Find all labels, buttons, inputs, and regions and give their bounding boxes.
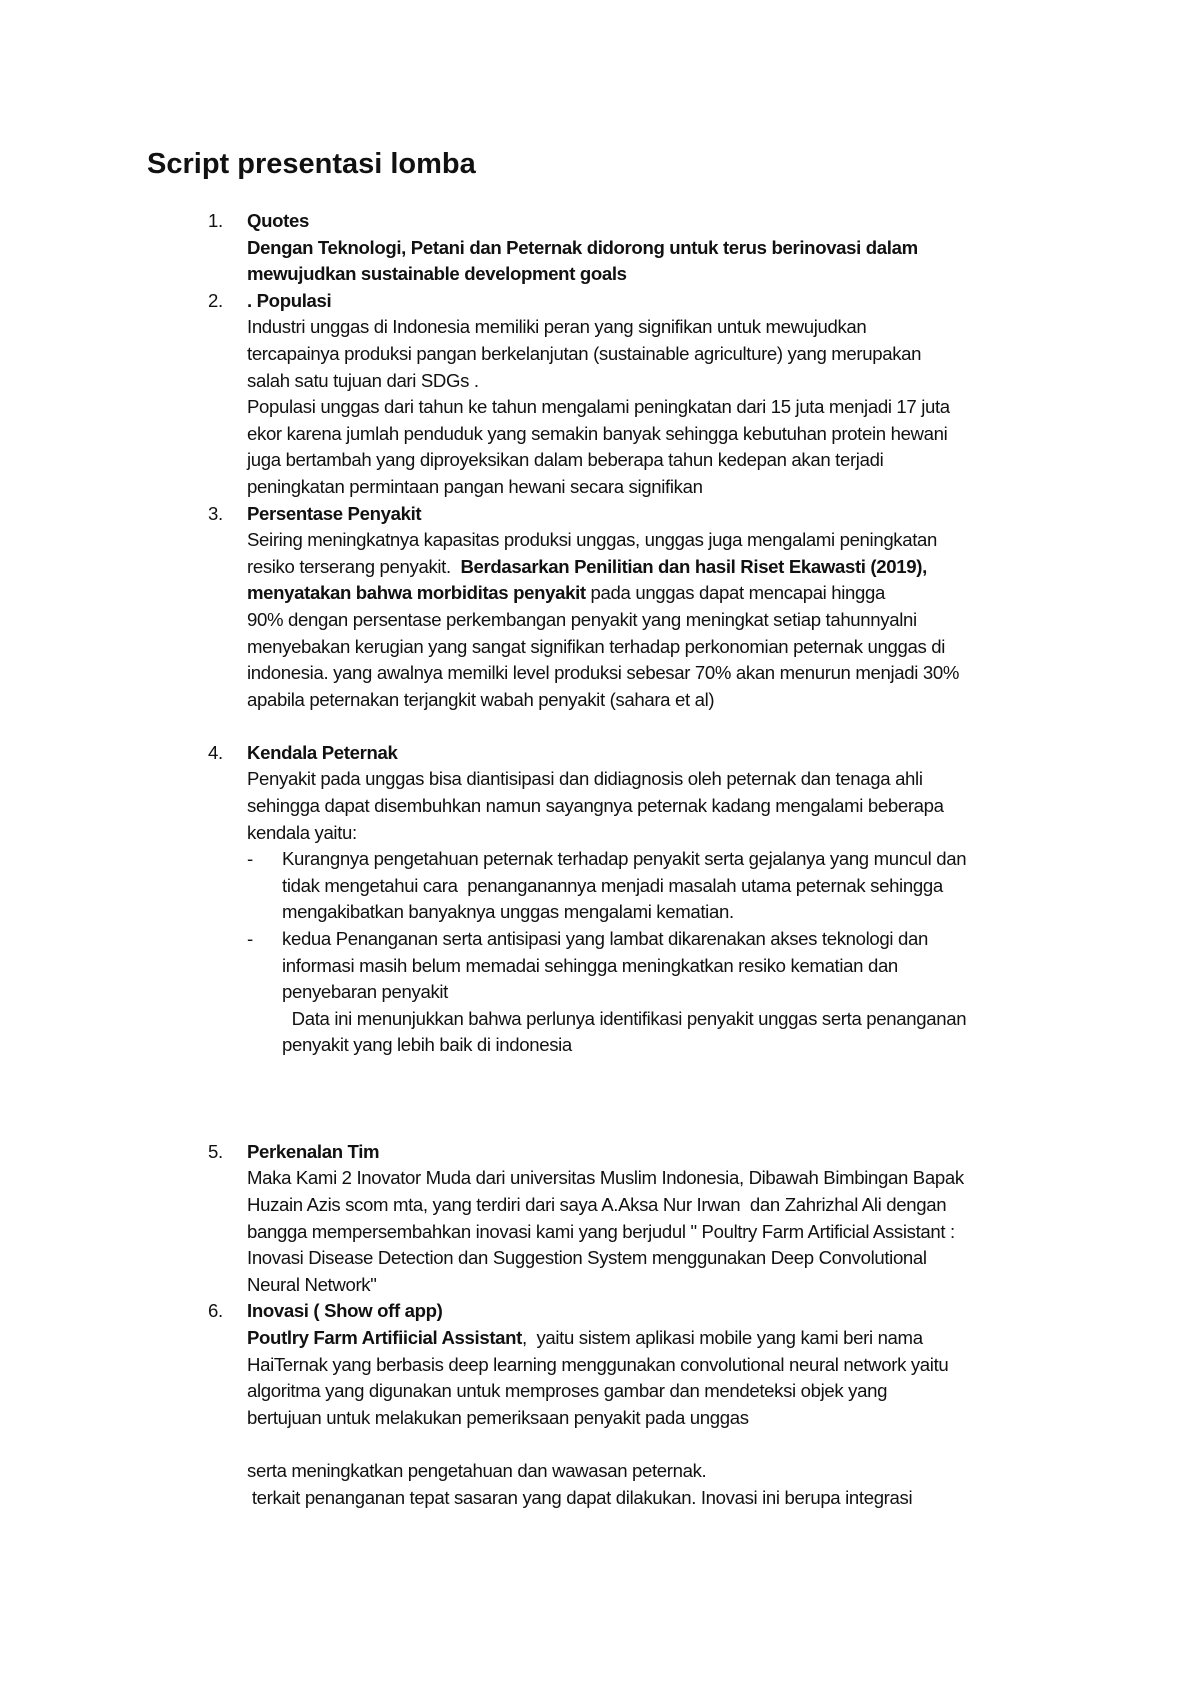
section-heading: Perkenalan Tim	[247, 1140, 380, 1162]
section-number: 4.	[208, 741, 223, 763]
paragraph-line	[247, 1325, 1067, 1352]
bullet-line: Data ini menunjukkan bahwa perlunya identifikasi penyakit unggas serta penanganan	[282, 1007, 967, 1029]
plain-text: , yaitu sistem aplikasi mobile yang kami beri nama	[522, 1326, 923, 1348]
plain-text: pada unggas dapat mencapai hingga	[585, 582, 886, 604]
bullet-line: penyakit yang lebih baik di indonesia	[282, 1034, 572, 1056]
section-inovasi	[0, 1298, 1067, 1511]
paragraph-line: bangga mempersembahkan inovasi kami yang berjudul " Poultry Farm Artificial Assistant :	[247, 1220, 955, 1242]
quote-line: Dengan Teknologi, Petani dan Peternak didorong untuk terus berinovasi dalam	[247, 236, 918, 258]
bullet-line: tidak mengetahui cara penanganannya menjadi masalah utama peternak sehingga	[282, 874, 943, 896]
paragraph-line: juga bertambah yang diproyeksikan dalam beberapa tahun kedepan akan terjadi	[247, 449, 884, 471]
paragraph-line: apabila peternakan terjangkit wabah penyakit (sahara et al)	[247, 688, 715, 710]
bullet-line: Kurangnya pengetahuan peternak terhadap penyakit serta gejalanya yang muncul dan	[282, 848, 967, 870]
paragraph-line: serta meningkatkan pengetahuan dan wawasan peternak.	[247, 1459, 707, 1481]
paragraph-line: HaiTernak yang berbasis deep learning menggunakan convolutional neural network yaitu	[247, 1353, 949, 1375]
paragraph-line: Penyakit pada unggas bisa diantisipasi dan didiagnosis oleh peternak dan tenaga ahli	[247, 768, 923, 790]
dash-list-item	[247, 846, 1067, 926]
quote-line: mewujudkan sustainable development goals	[247, 263, 627, 285]
paragraph-line: indonesia. yang awalnya memilki level produksi sebesar 70% akan menurun menjadi 30%	[247, 662, 960, 684]
paragraph-line: kendala yaitu:	[247, 821, 357, 843]
paragraph-line	[247, 554, 1067, 581]
section-persentase-penyakit	[0, 501, 1067, 714]
section-heading: . Populasi	[247, 289, 332, 311]
dash-bullet: -	[247, 848, 253, 870]
paragraph-line: tercapainya produksi pangan berkelanjutan (sustainable agriculture) yang merupakan	[247, 342, 922, 364]
paragraph-line: Huzain Azis scom mta, yang terdiri dari saya A.Aksa Nur Irwan dan Zahrizhal Ali dengan	[247, 1193, 947, 1215]
section-number: 1.	[208, 210, 223, 231]
section-number: 3.	[208, 502, 223, 524]
paragraph-line: Industri unggas di Indonesia memiliki peran yang signifikan untuk mewujudkan	[247, 316, 867, 338]
paragraph-line: terkait penanganan tepat sasaran yang dapat dilakukan. Inovasi ini berupa integrasi	[247, 1486, 913, 1508]
blank-line	[247, 1431, 1067, 1458]
section-number: 5.	[208, 1140, 223, 1162]
section-heading: Inovasi ( Show off app)	[247, 1300, 443, 1322]
section-quotes	[0, 208, 1067, 288]
paragraph-line: Neural Network"	[247, 1273, 377, 1295]
section-kendala-peternak	[0, 740, 1067, 1059]
paragraph-line: sehingga dapat disembuhkan namun sayangnya peternak kadang mengalami beberapa	[247, 795, 944, 817]
paragraph-line: 90% dengan persentase perkembangan penyakit yang meningkat setiap tahunnyalni	[247, 608, 917, 630]
blank-lines	[0, 1059, 1200, 1139]
paragraph-line: salah satu tujuan dari SDGs .	[247, 369, 479, 391]
section-populasi	[0, 288, 1067, 501]
paragraph-line: Seiring meningkatnya kapasitas produksi unggas, unggas juga mengalami peningkatan	[247, 529, 938, 551]
paragraph-line: peningkatan permintaan pangan hewani secara signifikan	[247, 475, 703, 497]
bullet-line: penyebaran penyakit	[282, 981, 448, 1003]
section-heading: Persentase Penyakit	[247, 502, 422, 524]
plain-text: resiko terserang penyakit.	[247, 555, 461, 577]
blank-line	[0, 713, 1200, 740]
paragraph-line: algoritma yang digunakan untuk memproses gambar dan mendeteksi objek yang	[247, 1380, 888, 1402]
paragraph-line: bertujuan untuk melakukan pemeriksaan penyakit pada unggas	[247, 1406, 749, 1428]
bold-text: Berdasarkan Penilitian dan hasil Riset Ekawasti (2019),	[460, 555, 927, 577]
paragraph-line: Maka Kami 2 Inovator Muda dari universitas Muslim Indonesia, Dibawah Bimbingan Bapak	[247, 1167, 964, 1189]
paragraph-line: Inovasi Disease Detection dan Suggestion System menggunakan Deep Convolutional	[247, 1247, 927, 1269]
section-perkenalan-tim	[0, 1139, 1067, 1299]
paragraph-line: Populasi unggas dari tahun ke tahun mengalami peningkatan dari 15 juta menjadi 17 juta	[247, 396, 950, 418]
script-list	[0, 208, 1200, 1511]
bold-text: menyatakan bahwa morbiditas penyakit	[247, 582, 586, 604]
section-number: 2.	[208, 289, 223, 311]
bullet-line: kedua Penanganan serta antisipasi yang lambat dikarenakan akses teknologi dan	[282, 928, 928, 950]
section-heading: Kendala Peternak	[247, 741, 398, 763]
bullet-line: mengakibatkan banyaknya unggas mengalami kematian.	[282, 901, 734, 923]
bullet-line: informasi masih belum memadai sehingga meningkatkan resiko kematian dan	[282, 954, 898, 976]
bold-text: Poutlry Farm Artifiicial Assistant	[247, 1326, 522, 1348]
section-heading: Quotes	[247, 210, 309, 231]
paragraph-line: menyebakan kerugian yang sangat signifikan terhadap perkonomian peternak unggas di	[247, 635, 945, 657]
dash-bullet: -	[247, 928, 253, 950]
document-title: Script presentasi lomba	[147, 148, 476, 180]
dash-list-item	[247, 926, 1067, 1059]
paragraph-line: ekor karena jumlah penduduk yang semakin banyak sehingga kebutuhan protein hewani	[247, 422, 948, 444]
paragraph-line	[247, 580, 1067, 607]
section-number: 6.	[208, 1300, 223, 1322]
